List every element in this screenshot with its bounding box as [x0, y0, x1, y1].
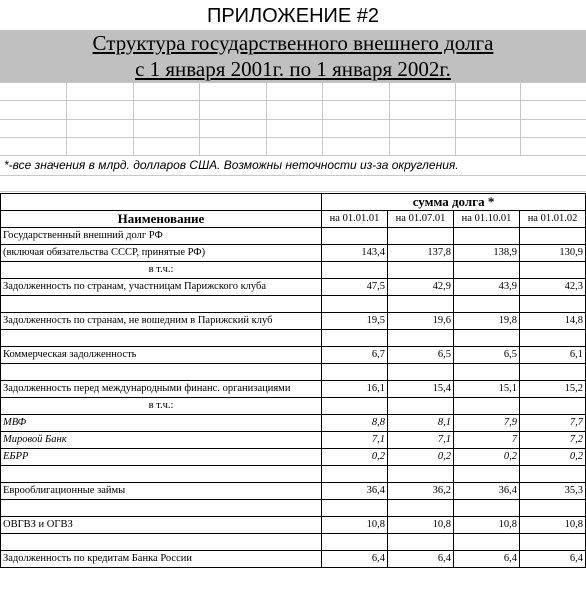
row-label: Задолженность по странам, не вошедним в Парижский клуб: [1, 313, 322, 330]
value-cell: 138,9: [454, 245, 520, 262]
value-cell: 130,9: [520, 245, 586, 262]
date-header: на 01.07.01: [388, 211, 454, 228]
date-header: на 01.01.01: [322, 211, 388, 228]
row-label: ЕБРР: [1, 449, 322, 466]
value-cell: 15,2: [520, 381, 586, 398]
value-cell: 0,2: [520, 449, 586, 466]
value-cell: 7: [454, 432, 520, 449]
value-cell: 6,4: [454, 551, 520, 568]
value-cell: 0,2: [388, 449, 454, 466]
table-row: [1, 398, 586, 415]
value-cell: 42,3: [520, 279, 586, 296]
table-row: [1, 381, 586, 398]
value-cell: 8,1: [388, 415, 454, 432]
value-cell: 7,1: [388, 432, 454, 449]
value-cell: 6,7: [322, 347, 388, 364]
value-cell: 7,1: [322, 432, 388, 449]
value-cell: 137,8: [388, 245, 454, 262]
title-line-2: с 1 января 2001г. по 1 января 2002г.: [135, 57, 451, 81]
value-cell: 36,2: [388, 483, 454, 500]
empty-grid: [0, 82, 586, 156]
value-cell: 10,8: [388, 517, 454, 534]
row-label: Задолженность по кредитам Банка России: [1, 551, 322, 568]
value-cell: 0,2: [322, 449, 388, 466]
value-cell: 15,1: [454, 381, 520, 398]
value-cell: 42,9: [388, 279, 454, 296]
value-cell: 8,8: [322, 415, 388, 432]
value-cell: 10,8: [520, 517, 586, 534]
date-header: на 01.10.01: [454, 211, 520, 228]
table-row: [1, 347, 586, 364]
table-row: [1, 313, 586, 330]
value-cell: 36,4: [454, 483, 520, 500]
table-header-row: [1, 194, 586, 211]
value-cell: 7,9: [454, 415, 520, 432]
including-label: в т.ч.:: [1, 262, 322, 279]
value-cell: 6,1: [520, 347, 586, 364]
table-row: [1, 449, 586, 466]
value-cell: 6,5: [454, 347, 520, 364]
table-row: [1, 432, 586, 449]
table-row: [1, 279, 586, 296]
row-label: Мировой Банк: [1, 432, 322, 449]
row-label: Государственный внешний долг РФ: [1, 228, 322, 245]
value-cell: 14,8: [520, 313, 586, 330]
title-band: [0, 30, 586, 82]
table-row: [1, 551, 586, 568]
units-note: *-все значения в млрд. долларов США. Возможны неточности из-за округления.: [4, 158, 459, 172]
value-cell: 15,4: [388, 381, 454, 398]
table-row: [1, 483, 586, 500]
table-row: [1, 228, 586, 245]
value-cell: 6,4: [388, 551, 454, 568]
value-cell: 35,3: [520, 483, 586, 500]
row-label: ОВГВЗ и ОГВЗ: [1, 517, 322, 534]
table-header-row: [1, 211, 586, 228]
value-cell: 6,4: [520, 551, 586, 568]
value-cell: 19,6: [388, 313, 454, 330]
value-cell: 43,9: [454, 279, 520, 296]
value-cell: 19,8: [454, 313, 520, 330]
value-cell: 6,5: [388, 347, 454, 364]
value-cell: 7,2: [520, 432, 586, 449]
value-cell: 47,5: [322, 279, 388, 296]
value-cell: 10,8: [322, 517, 388, 534]
value-cell: 143,4: [322, 245, 388, 262]
table-row: [1, 415, 586, 432]
row-label: МВФ: [1, 415, 322, 432]
row-label: Еврооблигационные займы: [1, 483, 322, 500]
including-label: в т.ч.:: [1, 398, 322, 415]
row-label: Задолженность перед международными финанс. организациями: [1, 381, 322, 398]
name-header: Наименование: [1, 211, 322, 228]
sum-header: сумма долга *: [322, 194, 586, 211]
table-row: [1, 245, 586, 262]
value-cell: 0,2: [454, 449, 520, 466]
value-cell: 6,4: [322, 551, 388, 568]
date-header: на 01.01.02: [520, 211, 586, 228]
title-line-1: Структура государственного внешнего долга: [92, 31, 494, 55]
value-cell: 7,7: [520, 415, 586, 432]
debt-table: [0, 193, 586, 568]
row-label: Задолженность по странам, участницам Парижского клуба: [1, 279, 322, 296]
value-cell: 19,5: [322, 313, 388, 330]
value-cell: 16,1: [322, 381, 388, 398]
appendix-title: ПРИЛОЖЕНИЕ #2: [0, 0, 586, 30]
row-label: (включая обязательства СССР, принятые РФ): [1, 245, 322, 262]
table-row: [1, 517, 586, 534]
value-cell: 36,4: [322, 483, 388, 500]
value-cell: 10,8: [454, 517, 520, 534]
row-label: Коммерческая задолженность: [1, 347, 322, 364]
table-row: [1, 262, 586, 279]
